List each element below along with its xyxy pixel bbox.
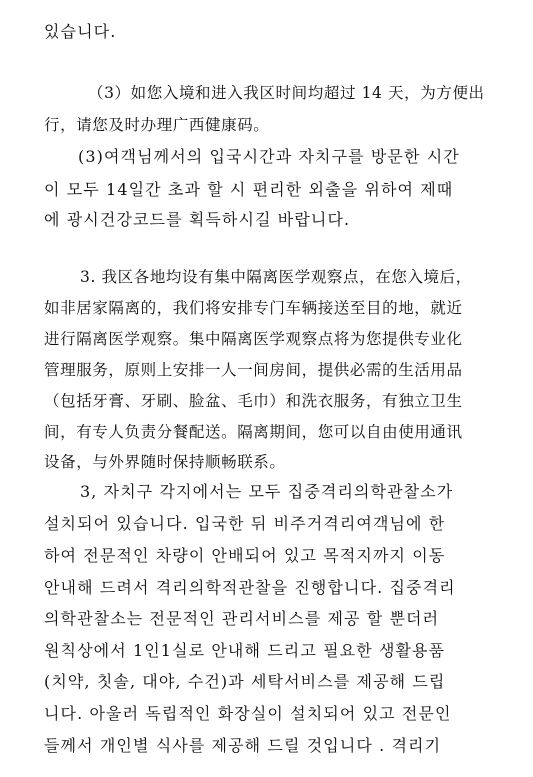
text-line: 에 광시건강코드를 획득하시길 바랍니다. [44, 210, 351, 229]
text-line: （3）如您入境和进入我区时间均超过 14 天，为方便出 [88, 84, 485, 102]
text-line: 3, 자치구 각지에서는 모두 집중격리의학관찰소가 [80, 482, 454, 501]
text-line: (3)여객님께서의 입국시간과 자치구를 방문한 시간 [78, 147, 460, 166]
text-line: 间，有专人负责分餐配送。隔离期间，您可以自由使用通讯 [44, 423, 463, 441]
text-line: 의학관찰소는 전문적인 관리서비스를 제공 할 뿐더러 [44, 609, 440, 628]
text-line: 안내해 드려서 격리의학적관찰을 진행합니다. 집중격리 [44, 578, 456, 597]
text-line: 원칙상에서 1인1실로 안내해 드리고 필요한 생활용품 [44, 641, 446, 660]
text-line: （包括牙膏、牙刷、脸盆、毛巾）和洗衣服务，有独立卫生 [44, 392, 463, 410]
text-line: 管理服务，原则上安排一人一间房间，提供必需的生活用品 [44, 361, 463, 379]
text-line: 设备，与外界随时保持顺畅联系。 [44, 453, 286, 471]
text-line: 설치되어 있습니다. 입국한 뒤 비주거격리여객님에 한 [44, 514, 446, 533]
text-line: 이 모두 14일간 초과 할 시 편리한 외출을 위하여 제때 [44, 180, 454, 199]
text-line: 하여 전문적인 차량이 안배되어 있고 목적지까지 이동 [44, 546, 446, 565]
text-line: 进行隔离医学观察。集中隔离医学观察点将为您提供专业化 [44, 330, 463, 348]
text-line: 3. 我区各地均设有集中隔离医学观察点，在您入境后， [80, 268, 472, 286]
text-line: 行，请您及时办理广西健康码。 [44, 116, 270, 134]
text-line: 들께서 개인별 식사를 제공해 드릴 것입니다 . 격리기 [44, 736, 442, 755]
text-line: (치약, 칫솔, 대야, 수건)과 세탁서비스를 제공해 드립 [44, 672, 446, 691]
text-line: 니다. 아울러 독립적인 화장실이 설치되어 있고 전문인 [44, 704, 452, 723]
text-line: 如非居家隔离的，我们将安排专门车辆接送至目的地，就近 [44, 299, 463, 317]
text-line: 있습니다. [44, 22, 117, 41]
